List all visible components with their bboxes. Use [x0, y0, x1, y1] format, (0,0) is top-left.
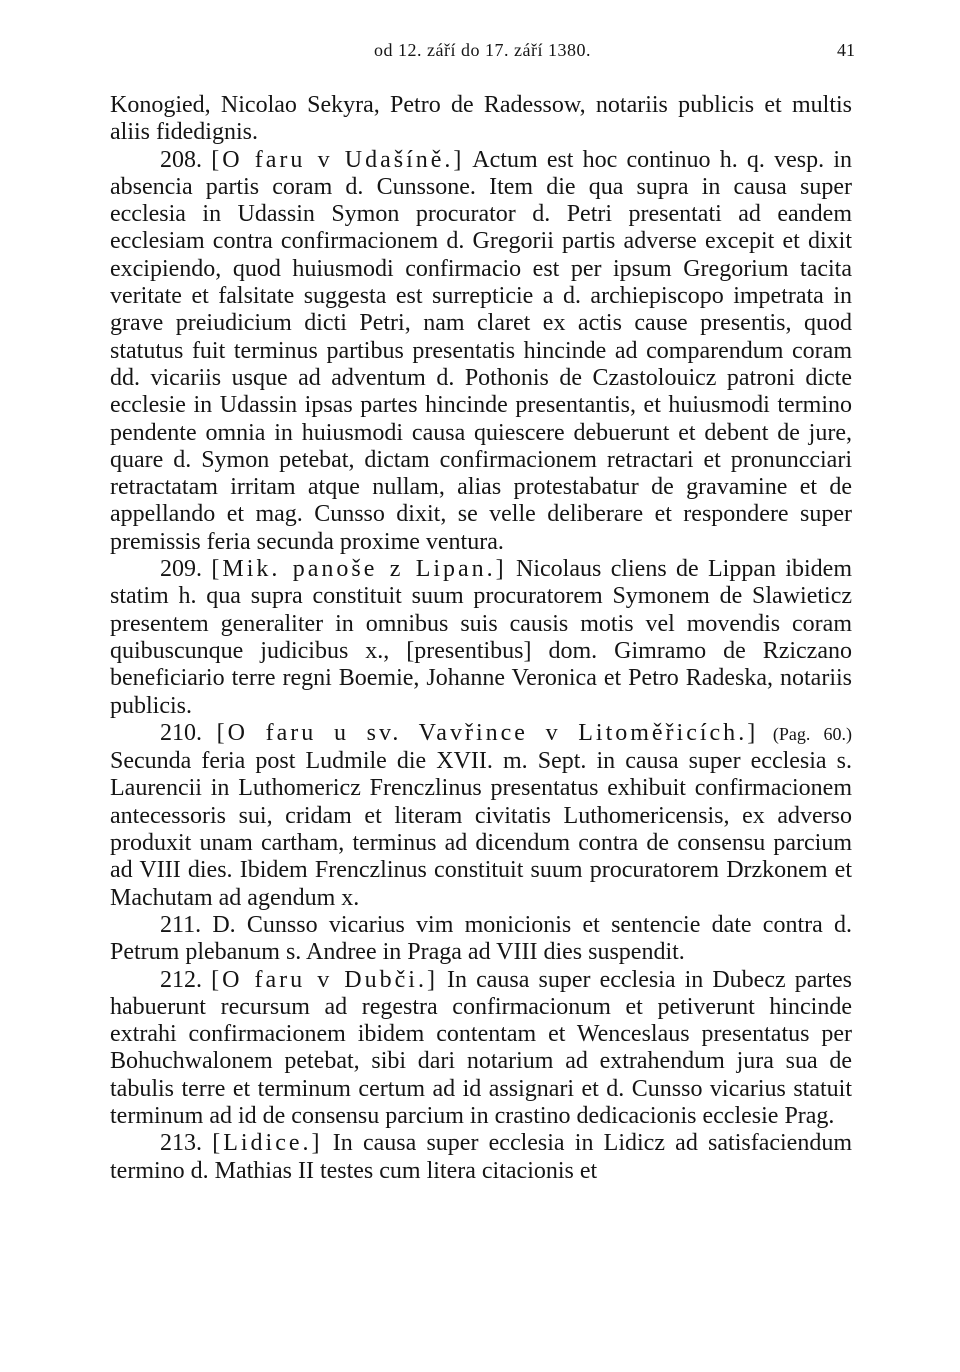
entry-number: 210.	[160, 719, 202, 746]
entry-208	[110, 147, 852, 556]
entry-text: Nicolaus cliens de Lippan ibidem statim h. qua supra constituit suum procuratorem Symonem de Slawieticz presentem generaliter in omnibus suis causis motis vel movendis coram quibuscunque judicibus x., [presentibus] dom. Gimramo de Rziczano beneficiario terre regni Boemie, Johanne Veronica et Petro Radeska, notariis publicis.	[110, 556, 853, 719]
page-reference-note: (Pag. 60.)	[772, 723, 853, 744]
entry-209	[110, 556, 852, 720]
entry-heading: [Lidice.]	[212, 1130, 323, 1157]
entry-213	[110, 1130, 852, 1185]
entry-text: D. Cunsso vicarius vim monicionis et sentencie date contra d. Petrum plebanum s. Andree in Praga ad VIII dies suspendit.	[110, 911, 852, 966]
entry-heading: [O faru v Udašíně.]	[211, 146, 465, 173]
document-body	[110, 92, 852, 1185]
page-number: 41	[837, 40, 855, 60]
entry-text: Secunda feria post Ludmile die XVII. m. Sept. in causa super ecclesia s. Laurencii in Luthomericz Frenczlinus presentatus exhibuit confirmacionem antecessoris sui, cridam et literam civitatis Luthomericensis, ex adverso produxit unam cartham, terminus ad dicendum contra de consensu parcium ad VIII dies. Ibidem Frenczlinus constituit suum procuratorem Drzkonem et Machutam ad agendum x.	[110, 748, 852, 911]
entry-heading: [Mik. panoše z Lipan.]	[211, 556, 507, 583]
entry-212	[110, 967, 852, 1131]
entry-number: 209.	[160, 556, 202, 583]
entry-text: In causa super ecclesia in Lidicz ad satisfaciendum termino d. Mathias II testes cum litera citacionis et	[110, 1130, 853, 1184]
entry-heading: [O faru u sv. Vavřince v Litoměřicích.]	[216, 719, 759, 746]
paragraph-text: Konogied, Nicolao Sekyra, Petro de Radessow, notariis publicis et multis aliis fidedignis.	[110, 92, 852, 146]
entry-211	[110, 912, 852, 967]
entry-number: 212.	[160, 966, 202, 993]
entry-number: 211.	[160, 911, 202, 938]
entry-heading: [O faru v Dubči.]	[211, 966, 438, 993]
entry-number: 208.	[160, 146, 202, 173]
entry-210	[110, 720, 852, 912]
running-title: od 12. září do 17. září 1380.	[374, 40, 591, 60]
entry-text: Actum est hoc continuo h. q. vesp. in absencia partis coram d. Cunssone. Item die qua supra in causa super ecclesia in Udassin Symon procurator d. Petri presentati ad eandem ecclesiam contra confirmacionem d. Gregorii partis adverse excepit et dixit excipiendo, quod huiusmodi confirmacio est per ipsum Gregorium tacita veritate et falsitate suggesta est surrepticie a d. archiepiscopo impetrata in grave preiudicium dicti Petri, nam claret ex actis cause presentis, quod statutus fuit terminus partibus presentatis hincinde ad comparendum coram dd. vicariis usque ad adventum d. Pothonis de Czastolouicz patroni dicte ecclesie in Udassin ipsas partes hincinde presentantis, et huiusmodi termino pendente omnia in huiusmodi causa quiescere debuerunt et debent de jure, quare d. Symon petebat, dictam confirmacionem retractari et pronuncciari retractatam irritam atque nullam, alias protestabatur de gravamine et de appellando et mag. Cunsso dixit, se velle deliberare et respondere super premissis feria secunda proxime ventura.	[110, 146, 852, 555]
entry-text: In causa super ecclesia in Dubecz partes habuerunt recursum ad regestra confirmacionum et petiverunt hincinde extrahi confirmacionem ibidem contentam et Wenceslaus presentatus per Bohuchwalonem petebat, sibi dari notarium ad extrahendum jura sua de tabulis terre et terminum certum ad id assignari et d. Cunsso vicarius statuit terminum ad id de consensu parcium in crastino dedicacionis ecclesie Prag.	[110, 966, 853, 1129]
page-header	[110, 40, 855, 70]
entry-number: 213.	[160, 1130, 202, 1157]
paragraph-continuation	[110, 92, 852, 147]
